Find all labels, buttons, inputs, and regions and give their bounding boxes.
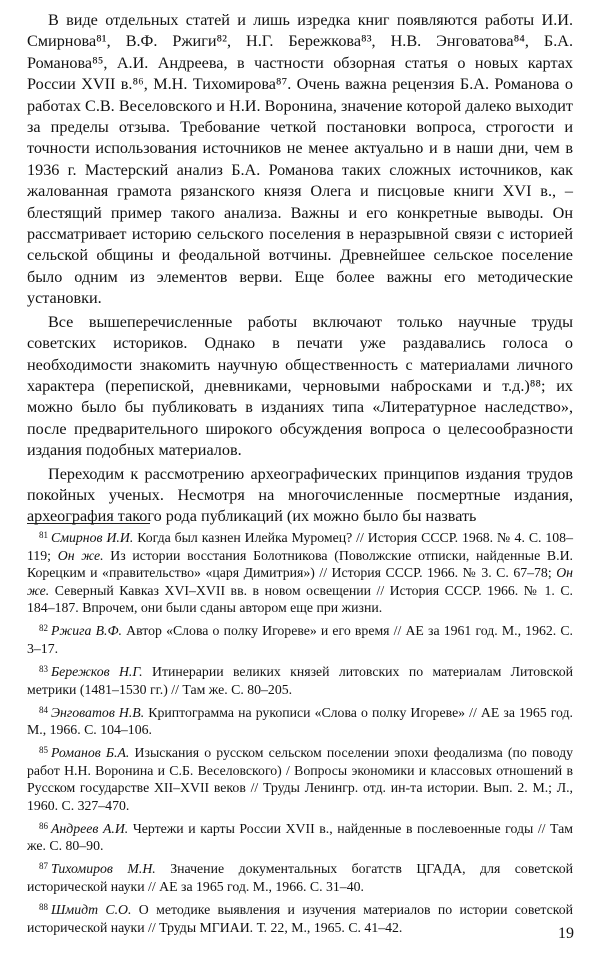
footnote-text: Чертежи и карты России XVII в., найденные в послевоенные годы // Там же. С. 80–90. — [27, 820, 573, 854]
footnote-author: Он же. — [27, 565, 573, 598]
footnote-author: Энговатов Н.В. — [51, 704, 145, 720]
footnote-number: 88 — [39, 902, 48, 913]
footnote-text: Значение документальных богатств ЦГАДА, для советской исторической науки // АЕ за 1965 год. М., 1966. С. 31–40. — [27, 861, 573, 895]
footnote-84 — [27, 702, 573, 739]
footnote-number: 84 — [39, 704, 48, 715]
footnote-text: Криптограмма на рукописи «Слова о полку Игореве» // АЕ за 1965 год. М., 1966. С. 104–106. — [27, 704, 573, 738]
footnote-number: 83 — [39, 663, 48, 674]
footnote-author: Он же. — [57, 547, 104, 563]
footnote-author: Смирнов И.И. — [51, 530, 134, 545]
footnote-number: 86 — [39, 820, 48, 831]
footnote-text: Когда был казнен Илейка Муромец? // История СССР. 1968. № 4. С. 108–119; — [27, 530, 573, 563]
footnotes — [27, 527, 573, 940]
footnote-text: Автор «Слова о полку Игореве» и его время // АЕ за 1961 год. М., 1962. С. 3–17. — [27, 623, 574, 656]
paragraph-3: Переходим к рассмотрению археографических принципов издания трудов покойных ученых. Несмотря на многочисленные посмертные издания, археография такого рода публикаций (их можно было бы назвать — [27, 464, 573, 526]
footnote-number: 85 — [39, 745, 48, 756]
paragraph-2: Все вышеперечисленные работы включают только научные труды советских историков. Однако в печати уже раздавались голоса о необходимости знакомить научную общественность с материалами личного характера (перепиской, дневниками, черновыми набросками и т.д.)⁸⁸; их можно было бы публиковать в изданиях типа «Литературное наследство», после предварительного широкого обсуждения вопроса о целесообразности издания подобных материалов. — [27, 312, 573, 460]
footnote-83 — [27, 661, 573, 698]
footnote-87 — [27, 858, 573, 895]
footnote-author: Бережков Н.Г. — [51, 663, 143, 679]
paragraph-1: В виде отдельных статей и лишь изредка книг появляются работы И.И. Смирнова⁸¹, В.Ф. Ржиги⁸², Н.Г. Бережкова⁸³, Н.В. Энговатова⁸⁴, Б.А. Романова⁸⁵, А.И. Андреева, в частности обзорная статья о новых картах России XVII в.⁸⁶, М.Н. Тихомирова⁸⁷. Очень важна рецензия Б.А. Романова о работах С.В. Веселовского и Н.И. Воронина, значение которой далеко выходит за пределы отзыва. Требование четкой постановки вопроса, строгости и точности использования источников не менее актуально и в наши дни, чем в 1936 г. Мастерский анализ Б.А. Романова таких сложных источников, как жалованная грамота рязанского князя Олега и писцовые книги XVI в., – блестящий пример такого анализа. Важны и его конкретные выводы. Он рассматривает историю сельского поселения в неразрывной связи с историей сельской общины и феодальной вотчины. Древнейшее сельское поселение было одним из элементов верви. Еще более важны его методические установки. — [27, 11, 573, 308]
footnote-number: 81 — [39, 530, 48, 540]
footnote-author: Романов Б.А. — [51, 745, 130, 761]
footnote-separator — [27, 523, 150, 524]
footnote-85 — [27, 742, 573, 814]
footnote-author: Тихомиров М.Н. — [51, 861, 156, 877]
footnote-author: Ржига В.Ф. — [51, 623, 123, 639]
footnote-text: О методике выявления и изучения материалов по истории советской исторической науки // Труды МГИАИ. Т. 22, М., 1965. С. 41–42. — [27, 902, 573, 935]
footnote-author: Андреев А.И. — [51, 820, 129, 836]
footnote-text: Северный Кавказ XVI–XVII вв. в новом освещении // История СССР. 1966. № 1. С. 184–187. Впрочем, они были сданы автором еще при жизни. — [27, 582, 573, 616]
page-number: 19 — [558, 925, 574, 942]
footnote-number: 82 — [39, 623, 48, 634]
footnote-text: Из истории восстания Болотникова (Поволжские отписки, найденные В.И. Корецким и «правительство» «царя Димитрия») // История СССР. 1966. № 3. С. 67–78; — [27, 547, 573, 581]
footnote-text: Изыскания о русском сельском поселении эпохи феодализма (по поводу работ Н.Н. Воронина и С.Б. Веселовского) / Вопросы экономики и классовых отношений в Русском государстве XII–XVII веков // Труды Ленингр. отд. ин-та истории. Вып. 2. М.; Л., 1960. С. 327–470. — [27, 745, 574, 813]
footnote-number: 87 — [39, 861, 48, 872]
footnote-82 — [27, 620, 573, 657]
footnote-author: Шмидт С.О. — [51, 902, 132, 918]
footnote-81 — [27, 527, 573, 617]
main-text — [27, 10, 573, 530]
footnote-88 — [27, 899, 573, 936]
footnote-86 — [27, 818, 573, 855]
footnote-text: Итинерарии великих князей литовских по материалам Литовской метрики (1481–1530 гг.) // Там же. С. 80–205. — [27, 663, 573, 697]
